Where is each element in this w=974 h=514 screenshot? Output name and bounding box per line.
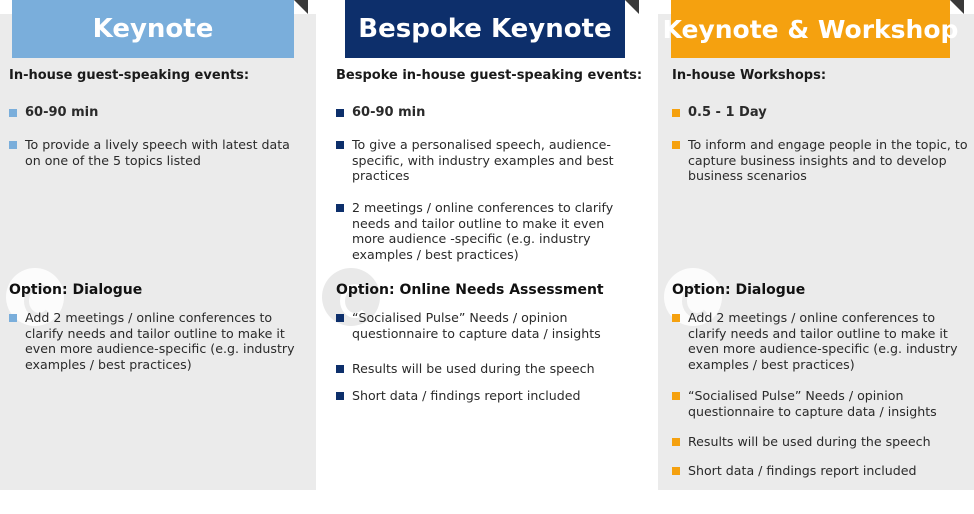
column-subtitle: In-house guest-speaking events: [9, 68, 250, 83]
option-title: Option: Online Needs Assessment [336, 282, 604, 298]
duration-item: 0.5 - 1 Day [672, 105, 974, 121]
duration-item: 60-90 min [9, 105, 315, 121]
list-item: Short data / findings report included [672, 463, 974, 479]
corner-fold [950, 0, 964, 14]
list-item: 2 meetings / online conferences to clarify needs and tailor outline to make it even more audience -specific (e.g. industry examples / best practices) [336, 200, 627, 262]
list-item: To give a personalised speech, audience-specific, with industry examples and best practices [336, 137, 630, 184]
list-item: To inform and engage people in the topic, to capture business insights and to develop business scenarios [672, 137, 972, 184]
column-subtitle: Bespoke in-house guest-speaking events: [336, 68, 643, 83]
header-bespoke-keynote [345, 0, 625, 58]
list-item: Results will be used during the speech [336, 361, 642, 377]
duration-item: 60-90 min [336, 105, 642, 121]
column-keynote-workshop [658, 14, 974, 490]
corner-fold [625, 0, 639, 14]
option-title: Option: Dialogue [9, 282, 143, 298]
column-title: Keynote & Workshop [662, 14, 959, 44]
header-keynote [12, 0, 294, 58]
list-item: To provide a lively speech with latest data on one of the 5 topics listed [9, 137, 305, 168]
list-item: Results will be used during the speech [672, 434, 974, 450]
list-item: “Socialised Pulse” Needs / opinion questionnaire to capture data / insights [336, 310, 612, 341]
list-item: Add 2 meetings / online conferences to clarify needs and tailor outline to make it even more audience-specific (e.g. industry examples / best practices) [9, 310, 310, 372]
option-title: Option: Dialogue [672, 282, 806, 298]
header-keynote-workshop [662, 0, 959, 58]
column-title: Keynote [92, 14, 214, 44]
column-subtitle: In-house Workshops: [672, 68, 827, 83]
column-bespoke-keynote [330, 14, 648, 490]
list-item: Short data / findings report included [336, 388, 642, 404]
list-item: Add 2 meetings / online conferences to clarify needs and tailor outline to make it even more audience-specific (e.g. industry examples / best practices) [672, 310, 973, 372]
corner-fold [294, 0, 308, 14]
column-keynote [0, 14, 316, 490]
list-item: “Socialised Pulse” Needs / opinion questionnaire to capture data / insights [672, 388, 943, 419]
column-title: Bespoke Keynote [358, 14, 612, 44]
